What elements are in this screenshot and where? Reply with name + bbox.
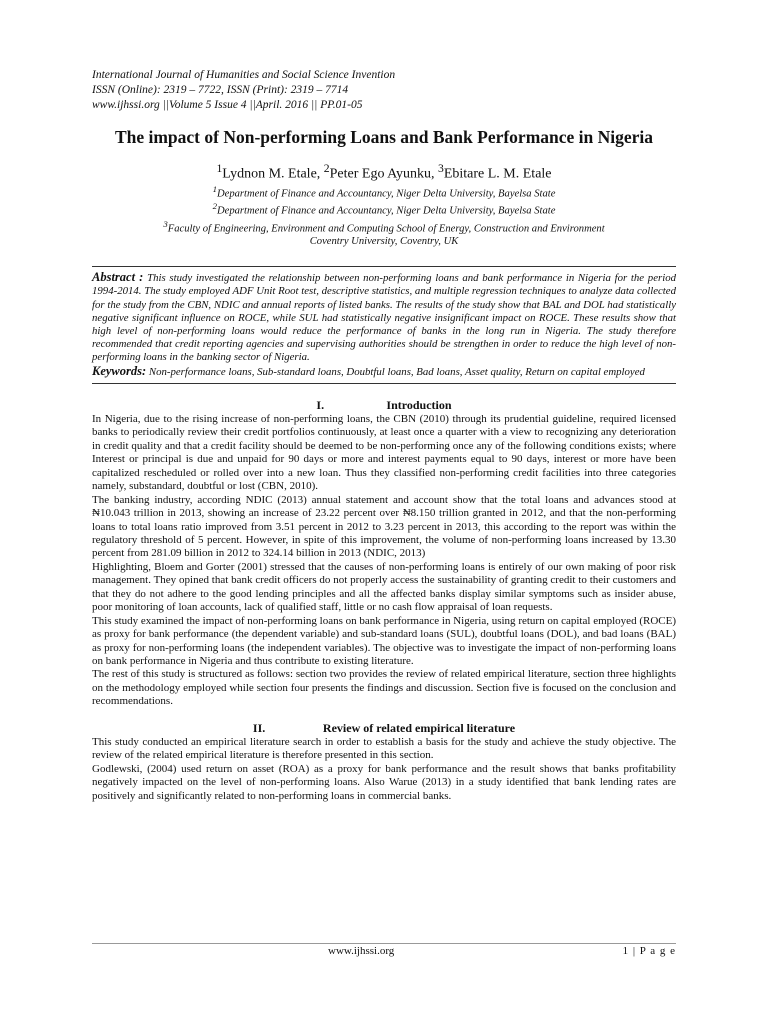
affiliation-sup: 3 [163, 218, 168, 229]
affiliations [92, 183, 676, 249]
affiliation-sup: 2 [212, 201, 217, 212]
author-name: Peter Ego Ayunku, [329, 166, 438, 182]
paragraph: In Nigeria, due to the rising increase of non-performing loans, the CBN (2010) through its prudential guideline, required licensed banks to periodically review their credit portfolios continuously, at least once a quarter with a view to recognizing any deterioration in credit quality and that a credit facility should be deemed to be non-performing once any of the following conditions exists; where Interest or principal is due and unpaid for 90 days or more and interest payments equal to 90 days, interest or more have been capitalized rescheduled or rolled over into a new loan. Thus they classified non-performing credit facilities into three categories namely, substandard, doubtful or lost (CBN, 2010). [92, 412, 676, 493]
paragraph: The rest of this study is structured as follows: section two provides the review of related empirical literature, section three highlights on the methodology employed while section four presents the findings and discussion. Section five is focused on the conclusion and recommendations. [92, 668, 676, 708]
keywords-label: Keywords: [92, 363, 147, 378]
affiliation: Coventry University, Coventry, UK [309, 236, 459, 248]
abstract-text: This study investigated the relationship between non-performing loans and bank performance in Nigeria for the period 1994-2014. The study employed ADF Unit Root test, descriptive statistics, and multiple regression techniques to analyze data collected for the study from the CBN, NDIC and annual reports of listed banks. The results of the study show that BAL and DOL had statistically negative significant influence on ROCE, while SUL had statistically negative insignificant impact on ROCE. These results show that high level of non-performing loans would reduce the performance of banks in the long run in Nigeria. The study therefore recommended that credit reporting agencies and supervising authorities should be strengthen in order to reduce the high level of non-performing loans in the banking sector of Nigeria. [92, 272, 676, 364]
affiliation-text: Faculty of Engineering, Environment and Computing School of Energy, Construction and Environment [167, 223, 605, 235]
journal-issue: www.ijhssi.org ||Volume 5 Issue 4 ||April. 2016 || PP.01-05 [92, 99, 363, 111]
affiliation-text: Department of Finance and Accountancy, Niger Delta University, Bayelsa State [216, 188, 556, 200]
journal-header [92, 68, 676, 113]
keywords-text: Non-performance loans, Sub-standard loans, Doubtful loans, Bad loans, Asset quality, Return on capital employed [148, 365, 645, 378]
author-sup: 2 [323, 162, 330, 175]
journal-name: International Journal of Humanities and Social Science Invention [92, 69, 396, 81]
section-number: I. [316, 397, 325, 412]
section-title: Review of related empirical literature [322, 720, 516, 735]
abstract [92, 271, 676, 379]
journal-issn: ISSN (Online): 2319 – 7722, ISSN (Print): 2319 – 7714 [92, 84, 349, 96]
footer-url: www.ijhssi.org [328, 945, 395, 957]
affiliation [92, 183, 676, 201]
paper-page [92, 68, 676, 803]
page-number: 1 | P a g e [622, 945, 676, 957]
affiliation-text: Department of Finance and Accountancy, Niger Delta University, Bayelsa State [216, 205, 556, 217]
section-heading [92, 721, 676, 736]
author-name: Lydnon M. Etale, [222, 166, 324, 182]
paragraph: Highlighting, Bloem and Gorter (2001) stressed that the causes of non-performing loans is entirely of our own making of poor risk management. They opined that bank credit officers do not properly access the sustainability of granting credit to their customers and that they do not adhere to the good lending principles and all the affected banks display similar symptoms such as insider abuse, poor monitoring of loan accounts, lack of qualified staff, little or no cash flow appraisal of loan requests. [92, 560, 676, 614]
paragraph: The banking industry, according NDIC (2013) annual statement and account show that the total loans and advances stood at ₦10.043 trillion in 2013, showing an increase of 23.22 percent over ₦8.150 trillion granted in 2012, and that the non-performing loans to total loans ratio improved from 3.51 percent in 2012 to 3.23 percent in 2013, this according to the report was within the regulatory threshold of 5 percent. However, in spite of this improvement, the volume of non-performing loans increased by 13.30 percent from 281.09 billion in 2012 to 324.14 billion in 2013 (NDIC, 2013) [92, 493, 676, 560]
author-sup: 3 [438, 162, 444, 175]
abstract-label: Abstract : [92, 270, 144, 285]
divider [92, 383, 676, 384]
affiliation [92, 200, 676, 218]
author-name: Ebitare L. M. Etale [443, 166, 552, 182]
section-number: II. [252, 720, 266, 735]
section-heading [92, 398, 676, 413]
paragraph: This study conducted an empirical literature search in order to establish a basis for the study and achieve the study objective. The review of the related empirical literature is therefore presented in this section. [92, 735, 676, 762]
divider [92, 266, 676, 267]
paragraph: This study examined the impact of non-performing loans on bank performance in Nigeria, using return on capital employed (ROCE) as proxy for bank performance (the dependent variable) and sub-standard loans (SUL), doubtful loans (DOL), and bad loans (BAL) as proxy for non-performing loans (the independent variables). The objective was to investigate the impact of non-performing loans on bank performance in Nigeria and thus contribute to existing literature. [92, 614, 676, 668]
author-list [92, 160, 676, 183]
author-sup: 1 [216, 162, 223, 175]
page-footer [92, 945, 676, 961]
affiliation [92, 218, 676, 236]
footer-rule [92, 943, 676, 944]
affiliation-sup: 1 [212, 183, 217, 194]
section-title: Introduction [386, 397, 452, 412]
paragraph: Godlewski, (2004) used return on asset (ROA) as a proxy for bank performance and the result shows that banks profitability negatively impacted on the level of non-performing loans. Also Warue (2013) in a study identified that bank lending rates are positively and significantly related to non-performing loans in commercial banks. [92, 762, 676, 802]
paper-title: The impact of Non-performing Loans and Bank Performance in Nigeria [114, 127, 654, 147]
